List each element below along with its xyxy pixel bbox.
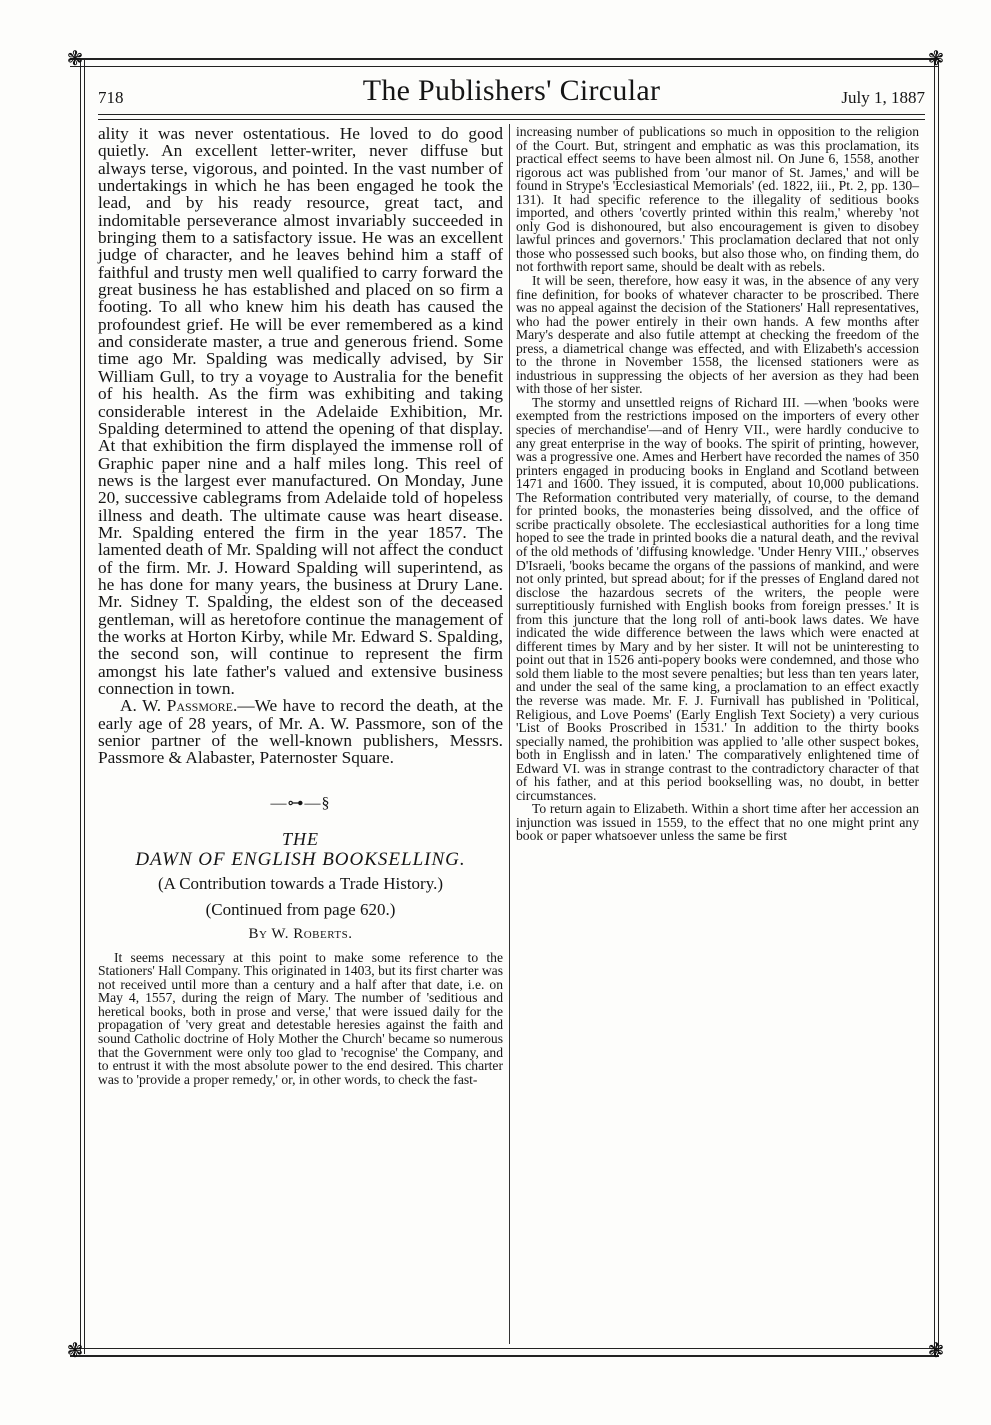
article-paragraph: To return again to Elizabeth. Within a short time after her accession an injunction was issued in 1559, to the effect that no one might print any book or paper whatsoever unless the same be first: [516, 801, 919, 844]
passmore-name: A. W. Passmore: [120, 696, 234, 716]
passmore-text: .—We have to record the death, at the early age of 28 years, of Mr. A. W. Passmore, son of the senior partner of the well-known publishers, Messrs. Passmore & Alabaster, Paternoster Square.: [98, 696, 503, 768]
article-paragraph: increasing number of publications so much in opposition to the religion of the Court. But, stringent and emphatic as was this proclamation, its practical effect seems to have been almost nil. On June 6, 1558, another rigorous act was published from 'our manor of St. James,' and will be found in Strype's 'Ecclesiastical Memorials' (ed. 1822, iii., Pt. 2, pp. 130–131). It had specific reference to the illegality of seditious books imported, and others 'covertly printed within this realm,' whereby 'not only God is dishonoured, but also encouragement is given to disobey lawful princes and governors.' This proclamation declared that not only those who possessed such books, but also those who, on finding them, do not forthwith report same, should be dealt with as rebels.: [516, 124, 919, 275]
corner-ornament-icon: ❃: [927, 1340, 945, 1362]
right-column: [516, 125, 919, 843]
continued-note: (Continued from page 620.): [205, 899, 396, 919]
article-paragraph: The stormy and unsettled reigns of Richard III. —when 'books were exempted from the restrictions imposed on the importers of every other species of merchandise'—and of Henry VII., were hardly conducive to any great enterprise in the way of books. The spirit of printing, however, was a progressive one. Ames and Herbert have recorded the names of 350 printers engaged in producing books in England and Scotland between 1471 and 1600. They issued, it is computed, about 10,000 publications. The Reformation contributed very materially, of course, to the demand for printed books, the monasteries being dissolved, and the office of scribe practically obsolete. The ecclesiastical authorities for a long time hoped to see the trade in printed books die a natural death, and the revival of the old methods of 'diffusing knowledge. 'Under Henry VIII.,' observes D'Israeli, 'books became the organs of the passions of mankind, and were not only printed, but spread about; for if the presses of England dared not disclose the hazardous secrets of the writers, the people were surreptitiously furnished with English books from foreign presses.' It is from this juncture that the long roll of anti-book laws dates. We have indicated the wide difference between the laws which were enacted at different times by Mary and by her sister. It will not be uninteresting to point out that in 1526 anti-popery books were condemned, and those who sold them liable to the most severe penalties; but less than ten years later, and under the seal of the same king, a proclamation to an effect exactly the reverse was made. Mr. F. J. Furnivall has published in 'Political, Religious, and Love Poems' (Early English Text Society) a very curious 'List of Books Proscribed in 1531.' In addition to the thirty books specially named, the prohibition was applied to 'alle other suspect bokes, both in Englissh and in laten.' The comparatively enlightened time of Edward VI. was in strange contrast to the contradictory character of that of his father, and at this period bookselling was, no doubt, in better circumstances.: [516, 394, 919, 803]
page-number: 718: [98, 88, 124, 107]
article-title: DAWN OF ENGLISH BOOKSELLING.: [135, 848, 466, 870]
column-divider: [509, 124, 510, 1344]
section-divider: —⊶—§: [270, 794, 331, 812]
article-kicker: [98, 829, 503, 849]
obituary-paragraph: ality it was never ostentatious. He loved to do good quietly. An excellent letter-writer, never diffuse but always terse, vigorous, and pointed. In the vast number of undertakings in which he has been engaged he took the lead, and by his ready resource, great tact, and indomitable perseverance almost invariably succeeded in bringing them to a satisfactory issue. He was an excellent judge of character, and he leaves behind him a staff of faithful and trusty men well qualified to carry forward the great business he has established and placed on so firm a footing. To all who knew him his death has caused the profoundest grief. He will be ever remembered as a kind and considerate master, a true and generous friend. Some time ago Mr. Spalding was medically advised, by Sir William Gull, to try a voyage to Australia for the benefit of his health. As the firm was exhibiting and taking considerable interest in the Adelaide Exhibition, Mr. Spalding determined to attend the opening of that display. At that exhibition the firm displayed the immense roll of Graphic paper nine and a half miles long. This reel of news is the largest ever manufactured. On Monday, June 20, successive cablegrams from Adelaide told of hopeless illness and death. The ultimate cause was heart disease. Mr. Spalding entered the firm in the year 1857. The lamented death of Mr. Spalding will not affect the conduct of the firm. Mr. J. Howard Spalding will superintend, as he has done for many years, the business at Drury Lane. Mr. Sidney T. Spalding, the eldest son of the deceased gentleman, will as heretofore continue the management of the works at Horton Kirby, while Mr. Edward S. Spalding, the second son, will continue to represent the firm amongst his late father's valued and extensive business connection in town.: [98, 124, 503, 698]
header-rule: [98, 119, 925, 120]
page-border-top: [70, 58, 939, 67]
page-border-left: [80, 58, 85, 1354]
page-border-bottom: [70, 1348, 939, 1357]
left-column: [98, 125, 503, 1086]
article-paragraph: It seems necessary at this point to make some reference to the Stationers' Hall Company. This originated in 1403, but its first charter was not received until more than a century and a half after that date, i.e. on May 4, 1557, during the reign of Mary. The number of 'seditious and heretical books, both in prose and verse,' that were issued daily for the propagation of 'very great and detestable heresies against the faith and sound Catholic doctrine of Holy Mother the Church' became so numerous that the Government were only too glad to 'recognise' the Company, and to entrust it with the most absolute power to the end desired. This charter was to 'provide a proper remedy,' or, in other words, to check the fast-: [98, 949, 503, 1087]
issue-date: July 1, 1887: [841, 88, 925, 107]
running-title: The Publishers' Circular: [362, 74, 661, 107]
page-header: [98, 74, 925, 114]
passmore-notice: [98, 697, 503, 766]
article-body-left: [98, 951, 503, 1086]
byline: By W. Roberts.: [248, 925, 353, 942]
header-rule: [98, 114, 925, 115]
article-kicker-text: THE: [281, 828, 319, 849]
article-subtitle: (A Contribution towards a Trade History.): [157, 873, 444, 893]
article-heading: [98, 829, 503, 943]
article-paragraph: It will be seen, therefore, how easy it was, in the absence of any very fine definition, for books of whatever character to be proscribed. There was no appeal against the decision of the Stationers' Hall representatives, who had the power entirely in their own hands. A few months after Mary's desperate and also futile attempt at checking the freedom of the press, a diametrical change was effected, and with Elizabeth's accession to the throne in November 1558, the licensed stationers were as industrious in suppressing the objects of her aversion as they had been with those of her sister.: [516, 273, 919, 397]
corner-ornament-icon: ❃: [66, 48, 84, 70]
corner-ornament-icon: ❃: [66, 1340, 84, 1362]
corner-ornament-icon: ❃: [927, 48, 945, 70]
obituary-section: [98, 125, 503, 767]
page-border-right: [934, 58, 939, 1354]
